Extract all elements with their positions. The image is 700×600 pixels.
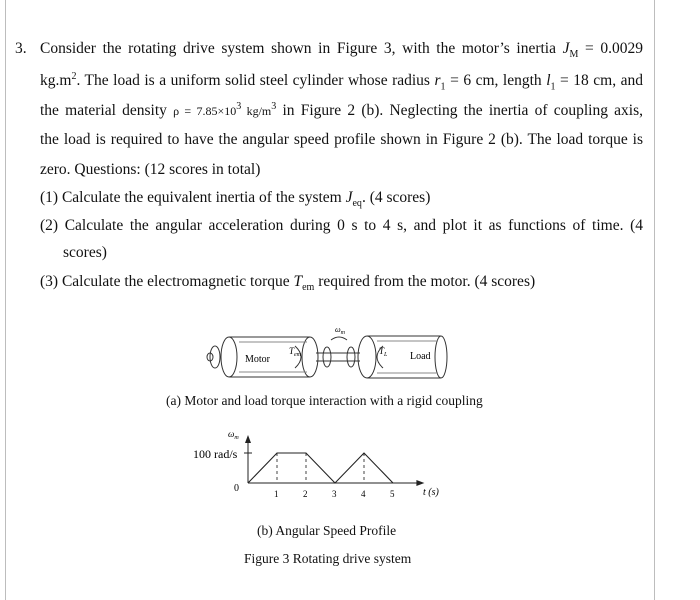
angular-speed-chart [190, 425, 460, 510]
subquestion-3: (3) Calculate the electromagnetic torque $T_{em}$ required from the motor. (4 scores) [40, 273, 536, 294]
omega-label: $\omega_m$ [335, 325, 345, 336]
page-left-border [5, 0, 6, 600]
zero-label: 0 [234, 483, 239, 494]
question-line-3: the material density $\rho = 7.85\times 10^3$ $kg/m^3$ in Figure 2 (b). Neglecting the inertia of coupling axis, [40, 101, 643, 120]
speed-profile-line [248, 453, 393, 483]
omega-arrow [331, 337, 347, 340]
x-tick-label: 3 [332, 489, 337, 499]
x-tick-label: 2 [303, 489, 308, 499]
figure-b-caption: (b) Angular Speed Profile [257, 523, 397, 538]
motor-label: Motor [245, 354, 270, 365]
load-label: Load [410, 351, 431, 362]
figure-title: Figure 3 Rotating drive system [244, 551, 412, 566]
question-line-5: zero. Questions: (12 scores in total) [40, 161, 261, 178]
question-line-4: the load is required to have the angular speed profile shown in Figure 2 (b). The load torque is [40, 131, 643, 148]
y-axis-arrow [245, 435, 251, 443]
subquestion-2-line-2: scores) [63, 244, 107, 261]
x-axis-arrow [416, 480, 424, 486]
coupling-flange-1 [323, 347, 331, 367]
question-number: 3. [15, 40, 27, 57]
page-right-border [654, 0, 655, 600]
x-tick-label: 4 [361, 489, 366, 499]
load-right-end [435, 336, 447, 378]
question-line-2: $kg.m^2$. The load is a uniform solid steel cylinder whose radius $r_1 = 6$ cm, length $l_1 = 18$ cm, and [40, 71, 644, 93]
motor-load-diagram [195, 322, 450, 380]
subquestion-2-line-1: (2) Calculate the angular acceleration during 0 s to 4 s, and plot it as functions of time. (4 [40, 217, 643, 234]
tl-label: $T_L$ [379, 346, 388, 358]
motor-left-end [221, 337, 237, 377]
tem-label: $T_{em}$ [289, 346, 302, 358]
x-tick-label: 5 [390, 489, 395, 499]
figure-a-caption: (a) Motor and load torque interaction with a rigid coupling [166, 393, 483, 408]
x-axis-label: t (s) [423, 487, 439, 498]
question-line-1: Consider the rotating drive system shown in Figure 3, with the motor’s inertia $J_M = 0.0029$ [40, 40, 643, 61]
y-value-label: 100 rad/s [193, 447, 238, 461]
load-left-end [358, 336, 376, 378]
x-tick-label: 1 [274, 489, 279, 499]
y-axis-label: $\omega_m$ [228, 429, 239, 441]
motor-right-end [302, 337, 318, 377]
coupling-flange-2 [347, 347, 355, 367]
motor-back-cap [210, 346, 220, 368]
subquestion-1: (1) Calculate the equivalent inertia of the system $J_{eq}$. (4 scores) [40, 189, 431, 210]
